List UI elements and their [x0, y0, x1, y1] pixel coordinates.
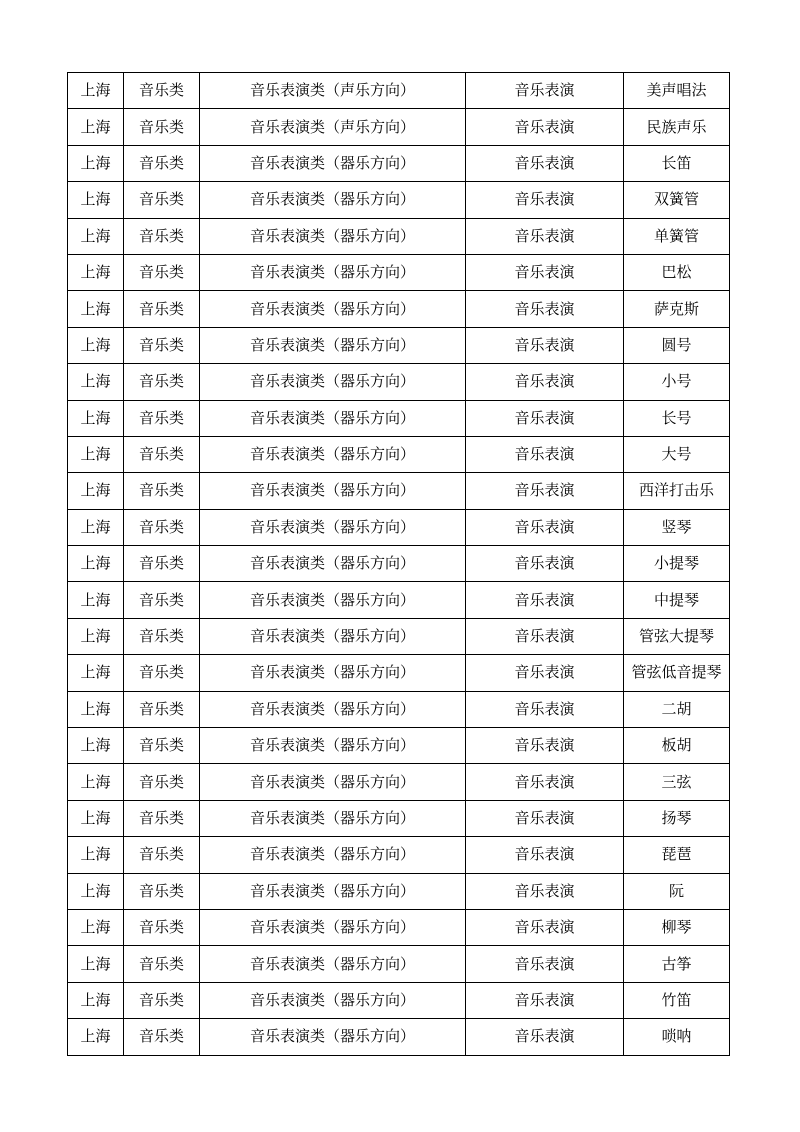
specialty-cell: 单簧管	[624, 218, 730, 254]
major-cell: 音乐表演	[466, 254, 624, 290]
table-body	[68, 73, 730, 1056]
region-cell: 上海	[68, 618, 124, 654]
table-row	[68, 546, 730, 582]
specialty-cell: 琵琶	[624, 837, 730, 873]
specialty-cell: 板胡	[624, 728, 730, 764]
category-cell: 音乐类	[124, 946, 200, 982]
category-cell: 音乐类	[124, 73, 200, 109]
region-cell: 上海	[68, 546, 124, 582]
category-cell: 音乐类	[124, 982, 200, 1018]
major-cell: 音乐表演	[466, 291, 624, 327]
category-cell: 音乐类	[124, 655, 200, 691]
table-row	[68, 909, 730, 945]
table-row	[68, 837, 730, 873]
region-cell: 上海	[68, 837, 124, 873]
table-row	[68, 473, 730, 509]
exam-type-cell: 音乐表演类（器乐方向）	[200, 218, 466, 254]
exam-type-cell: 音乐表演类（器乐方向）	[200, 254, 466, 290]
region-cell: 上海	[68, 655, 124, 691]
category-cell: 音乐类	[124, 837, 200, 873]
major-cell: 音乐表演	[466, 327, 624, 363]
category-cell: 音乐类	[124, 1019, 200, 1055]
specialty-cell: 竹笛	[624, 982, 730, 1018]
exam-type-cell: 音乐表演类（器乐方向）	[200, 546, 466, 582]
exam-type-cell: 音乐表演类（器乐方向）	[200, 364, 466, 400]
category-cell: 音乐类	[124, 582, 200, 618]
category-cell: 音乐类	[124, 436, 200, 472]
table-row	[68, 982, 730, 1018]
exam-type-cell: 音乐表演类（器乐方向）	[200, 1019, 466, 1055]
exam-type-cell: 音乐表演类（器乐方向）	[200, 473, 466, 509]
major-cell: 音乐表演	[466, 946, 624, 982]
region-cell: 上海	[68, 327, 124, 363]
category-cell: 音乐类	[124, 109, 200, 145]
data-table	[67, 72, 730, 1056]
region-cell: 上海	[68, 473, 124, 509]
exam-type-cell: 音乐表演类（器乐方向）	[200, 837, 466, 873]
category-cell: 音乐类	[124, 218, 200, 254]
table-row	[68, 327, 730, 363]
major-cell: 音乐表演	[466, 1019, 624, 1055]
exam-type-cell: 音乐表演类（器乐方向）	[200, 618, 466, 654]
major-cell: 音乐表演	[466, 618, 624, 654]
exam-type-cell: 音乐表演类（器乐方向）	[200, 145, 466, 181]
table-row	[68, 218, 730, 254]
table-row	[68, 728, 730, 764]
region-cell: 上海	[68, 436, 124, 472]
category-cell: 音乐类	[124, 546, 200, 582]
major-cell: 音乐表演	[466, 73, 624, 109]
specialty-cell: 阮	[624, 873, 730, 909]
table-row	[68, 436, 730, 472]
exam-type-cell: 音乐表演类（器乐方向）	[200, 982, 466, 1018]
category-cell: 音乐类	[124, 327, 200, 363]
specialty-cell: 小提琴	[624, 546, 730, 582]
exam-type-cell: 音乐表演类（器乐方向）	[200, 728, 466, 764]
major-cell: 音乐表演	[466, 982, 624, 1018]
category-cell: 音乐类	[124, 473, 200, 509]
major-cell: 音乐表演	[466, 764, 624, 800]
region-cell: 上海	[68, 254, 124, 290]
major-cell: 音乐表演	[466, 473, 624, 509]
table-row	[68, 364, 730, 400]
specialty-cell: 管弦低音提琴	[624, 655, 730, 691]
region-cell: 上海	[68, 182, 124, 218]
table-row	[68, 873, 730, 909]
specialty-cell: 双簧管	[624, 182, 730, 218]
major-cell: 音乐表演	[466, 436, 624, 472]
table-row	[68, 946, 730, 982]
region-cell: 上海	[68, 946, 124, 982]
specialty-cell: 民族声乐	[624, 109, 730, 145]
region-cell: 上海	[68, 218, 124, 254]
table-row	[68, 182, 730, 218]
major-cell: 音乐表演	[466, 109, 624, 145]
region-cell: 上海	[68, 109, 124, 145]
major-cell: 音乐表演	[466, 873, 624, 909]
category-cell: 音乐类	[124, 400, 200, 436]
category-cell: 音乐类	[124, 873, 200, 909]
table-row	[68, 800, 730, 836]
exam-type-cell: 音乐表演类（器乐方向）	[200, 582, 466, 618]
category-cell: 音乐类	[124, 509, 200, 545]
specialty-cell: 竖琴	[624, 509, 730, 545]
region-cell: 上海	[68, 400, 124, 436]
specialty-cell: 唢呐	[624, 1019, 730, 1055]
region-cell: 上海	[68, 145, 124, 181]
table-row	[68, 618, 730, 654]
table-row	[68, 764, 730, 800]
table-row	[68, 73, 730, 109]
region-cell: 上海	[68, 291, 124, 327]
exam-type-cell: 音乐表演类（器乐方向）	[200, 909, 466, 945]
major-cell: 音乐表演	[466, 728, 624, 764]
major-cell: 音乐表演	[466, 582, 624, 618]
table-row	[68, 254, 730, 290]
specialty-cell: 圆号	[624, 327, 730, 363]
region-cell: 上海	[68, 764, 124, 800]
category-cell: 音乐类	[124, 182, 200, 218]
major-cell: 音乐表演	[466, 800, 624, 836]
category-cell: 音乐类	[124, 800, 200, 836]
exam-type-cell: 音乐表演类（器乐方向）	[200, 946, 466, 982]
category-cell: 音乐类	[124, 145, 200, 181]
category-cell: 音乐类	[124, 291, 200, 327]
exam-type-cell: 音乐表演类（器乐方向）	[200, 509, 466, 545]
region-cell: 上海	[68, 73, 124, 109]
specialty-cell: 柳琴	[624, 909, 730, 945]
exam-type-cell: 音乐表演类（器乐方向）	[200, 873, 466, 909]
category-cell: 音乐类	[124, 618, 200, 654]
specialty-cell: 二胡	[624, 691, 730, 727]
major-cell: 音乐表演	[466, 837, 624, 873]
table-row	[68, 400, 730, 436]
table-row	[68, 1019, 730, 1055]
specialty-cell: 萨克斯	[624, 291, 730, 327]
major-cell: 音乐表演	[466, 546, 624, 582]
specialty-cell: 长号	[624, 400, 730, 436]
exam-type-cell: 音乐表演类（器乐方向）	[200, 800, 466, 836]
major-cell: 音乐表演	[466, 218, 624, 254]
specialty-cell: 巴松	[624, 254, 730, 290]
major-cell: 音乐表演	[466, 691, 624, 727]
table-row	[68, 582, 730, 618]
region-cell: 上海	[68, 873, 124, 909]
region-cell: 上海	[68, 909, 124, 945]
region-cell: 上海	[68, 509, 124, 545]
category-cell: 音乐类	[124, 728, 200, 764]
exam-type-cell: 音乐表演类（器乐方向）	[200, 655, 466, 691]
category-cell: 音乐类	[124, 909, 200, 945]
region-cell: 上海	[68, 364, 124, 400]
exam-type-cell: 音乐表演类（器乐方向）	[200, 327, 466, 363]
specialty-cell: 扬琴	[624, 800, 730, 836]
specialty-cell: 古筝	[624, 946, 730, 982]
category-cell: 音乐类	[124, 764, 200, 800]
category-cell: 音乐类	[124, 364, 200, 400]
specialty-cell: 小号	[624, 364, 730, 400]
exam-type-cell: 音乐表演类（器乐方向）	[200, 436, 466, 472]
specialty-cell: 长笛	[624, 145, 730, 181]
major-cell: 音乐表演	[466, 145, 624, 181]
specialty-cell: 管弦大提琴	[624, 618, 730, 654]
specialty-cell: 西洋打击乐	[624, 473, 730, 509]
specialty-cell: 中提琴	[624, 582, 730, 618]
specialty-cell: 大号	[624, 436, 730, 472]
table-row	[68, 655, 730, 691]
major-cell: 音乐表演	[466, 400, 624, 436]
exam-type-cell: 音乐表演类（声乐方向）	[200, 109, 466, 145]
exam-type-cell: 音乐表演类（器乐方向）	[200, 764, 466, 800]
major-cell: 音乐表演	[466, 655, 624, 691]
major-cell: 音乐表演	[466, 909, 624, 945]
category-cell: 音乐类	[124, 254, 200, 290]
exam-type-cell: 音乐表演类（器乐方向）	[200, 691, 466, 727]
major-cell: 音乐表演	[466, 182, 624, 218]
major-cell: 音乐表演	[466, 509, 624, 545]
region-cell: 上海	[68, 582, 124, 618]
exam-type-cell: 音乐表演类（器乐方向）	[200, 291, 466, 327]
specialty-cell: 三弦	[624, 764, 730, 800]
region-cell: 上海	[68, 728, 124, 764]
exam-type-cell: 音乐表演类（器乐方向）	[200, 400, 466, 436]
region-cell: 上海	[68, 691, 124, 727]
table-row	[68, 291, 730, 327]
table-row	[68, 509, 730, 545]
region-cell: 上海	[68, 800, 124, 836]
exam-type-cell: 音乐表演类（声乐方向）	[200, 73, 466, 109]
table-row	[68, 145, 730, 181]
specialty-cell: 美声唱法	[624, 73, 730, 109]
table-row	[68, 109, 730, 145]
table-row	[68, 691, 730, 727]
category-cell: 音乐类	[124, 691, 200, 727]
region-cell: 上海	[68, 1019, 124, 1055]
region-cell: 上海	[68, 982, 124, 1018]
exam-type-cell: 音乐表演类（器乐方向）	[200, 182, 466, 218]
major-cell: 音乐表演	[466, 364, 624, 400]
